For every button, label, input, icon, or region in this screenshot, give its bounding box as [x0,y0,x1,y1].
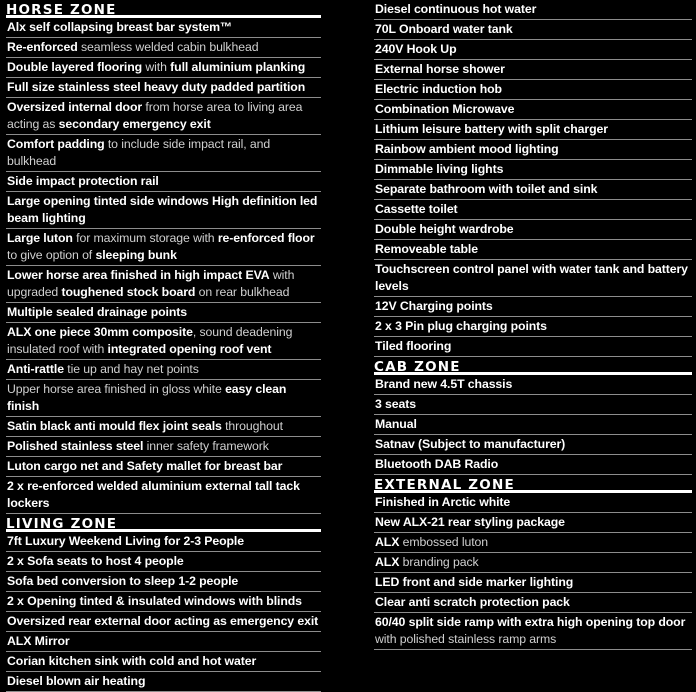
horse-zone-item [6,457,321,477]
feature-text: tie up and hay net points [63,362,199,376]
feature-text: Tiled flooring [375,339,452,353]
feature-text: Full size stainless steel heavy duty padded partition [7,80,306,94]
feature-text: 2 x 3 Pin plug charging points [375,319,547,333]
feature-text: , sound deadening insulated roof with [7,325,293,356]
feature-text: 7ft Luxury Weekend Living for 2-3 People [7,534,244,548]
horse-zone-item [6,380,321,417]
living-zone-item [374,0,692,20]
living-zone-item [374,180,692,200]
living-zone-item [374,60,692,80]
external-zone-item [374,533,692,553]
horse-zone-item [6,323,321,360]
feature-text: Cassette toilet [375,202,458,216]
external-zone-item [374,553,692,573]
feature-text: ALX [375,535,400,549]
horse-zone-item [6,135,321,172]
feature-text: 2 x Opening tinted & insulated windows with blinds [7,594,302,608]
feature-text: Diesel continuous hot water [375,2,537,16]
feature-text: Brand new 4.5T chassis [375,377,513,391]
feature-text: Satnav (Subject to manufacturer) [375,437,566,451]
feature-text: 240V Hook Up [375,42,457,56]
feature-text: Anti-rattle [7,362,64,376]
living-zone-item [374,240,692,260]
feature-text: integrated opening roof vent [107,342,272,356]
feature-text: New ALX-21 rear styling package [375,515,565,529]
living-zone-item [374,120,692,140]
horse-zone-item [6,192,321,229]
living-zone-item [374,260,692,297]
feature-text: 60/40 split side ramp with extra high opening top door [375,615,686,629]
living-zone-item [374,20,692,40]
right-column [374,0,692,650]
horse-zone-item [6,229,321,266]
feature-text: Touchscreen control panel with water tank and battery levels [375,262,688,293]
feature-text: embossed luton [399,535,489,549]
feature-text: on rear bulkhead [195,285,290,299]
cab-zone-item [374,415,692,435]
living-zone-item [374,297,692,317]
feature-text: to give option of [7,248,96,262]
living-zone-item [374,317,692,337]
horse-zone-item [6,38,321,58]
feature-text: easy clean finish [7,382,287,413]
living-zone-item [374,200,692,220]
external-zone-heading: EXTERNAL ZONE [374,475,692,493]
feature-text: Separate bathroom with toilet and sink [375,182,598,196]
cab-zone-item [374,395,692,415]
feature-text: External horse shower [375,62,505,76]
living-zone-item [374,140,692,160]
feature-text: with upgraded [7,268,295,299]
horse-zone-item [6,172,321,192]
feature-text: 2 x Sofa seats to host 4 people [7,554,184,568]
living-zone-item [374,80,692,100]
feature-text: Dimmable living lights [375,162,504,176]
cab-zone-item [374,435,692,455]
feature-text: Polished stainless steel [7,439,144,453]
horse-zone-item [6,417,321,437]
feature-text: inner safety framework [143,439,269,453]
feature-text: with polished stainless ramp arms [375,632,557,646]
feature-text: Upper horse area finished in gloss white [7,382,226,396]
feature-text: Oversized rear external door acting as emergency exit [7,614,319,628]
cab-zone-item [374,375,692,395]
living-zone-item [6,652,321,672]
feature-text: LED front and side marker lighting [375,575,574,589]
feature-text: Removeable table [375,242,478,256]
feature-text: ALX Mirror [7,634,70,648]
feature-text: Large opening tinted side windows High definition led beam lighting [7,194,318,225]
living-zone-item [6,552,321,572]
feature-text: re-enforced floor [217,231,315,245]
feature-text: Double height wardrobe [375,222,514,236]
feature-text: Lithium leisure battery with split charger [375,122,608,136]
feature-text: Luton cargo net and Safety mallet for breast bar [7,459,283,473]
feature-text: Rainbow ambient mood lighting [375,142,559,156]
horse-zone-item [6,78,321,98]
horse-zone-item [6,477,321,514]
feature-text: 70L Onboard water tank [375,22,513,36]
living-zone-item [374,160,692,180]
horse-zone-heading: HORSE ZONE [6,0,321,18]
feature-text: seamless welded cabin bulkhead [77,40,259,54]
feature-text: secondary emergency exit [58,117,211,131]
living-zone-item [374,100,692,120]
feature-text: Bluetooth DAB Radio [375,457,499,471]
feature-text: to include side impact rail, and bulkhead [7,137,271,168]
left-column [6,0,321,692]
external-zone-item [374,593,692,613]
feature-text: Satin black anti mould flex joint seals [7,419,222,433]
feature-text: Diesel blown air heating [7,674,146,688]
feature-text: ALX one piece 30mm composite [7,325,193,339]
feature-text: sleeping bunk [95,248,177,262]
external-zone-item [374,493,692,513]
feature-text: toughened stock board [61,285,196,299]
horse-zone-item [6,437,321,457]
feature-text: Lower horse area finished in high impact EVA [7,268,270,282]
horse-zone-item [6,58,321,78]
living-zone-heading: LIVING ZONE [6,514,321,532]
living-zone-item [374,220,692,240]
external-zone-item [374,573,692,593]
feature-text: Oversized internal door [7,100,143,114]
feature-text: ALX [375,555,400,569]
feature-text: full aluminium planking [170,60,306,74]
horse-zone-item [6,266,321,303]
feature-text: throughout [221,419,283,433]
living-zone-item [6,632,321,652]
living-zone-item [6,572,321,592]
feature-text: Sofa bed conversion to sleep 1-2 people [7,574,239,588]
living-zone-item [6,672,321,692]
horse-zone-item [6,303,321,323]
feature-text: Large luton [7,231,73,245]
horse-zone-item [6,18,321,38]
cab-zone-heading: CAB ZONE [374,357,692,375]
feature-text: from horse area to living area acting as [7,100,303,131]
feature-text: Clear anti scratch protection pack [375,595,570,609]
feature-text: Alx self collapsing breast bar system™ [7,20,233,34]
horse-zone-item [6,98,321,135]
feature-text: Finished in Arctic white [375,495,511,509]
feature-text: 2 x re-enforced welded aluminium external tall tack lockers [7,479,300,510]
living-zone-item [6,532,321,552]
feature-text: Manual [375,417,417,431]
external-zone-item [374,513,692,533]
feature-text: branding pack [399,555,479,569]
feature-text: Multiple sealed drainage points [7,305,188,319]
external-zone-item [374,613,692,650]
feature-text: with [142,60,171,74]
feature-text: Comfort padding [7,137,105,151]
feature-text: 3 seats [375,397,417,411]
feature-text: Re-enforced [7,40,78,54]
cab-zone-item [374,455,692,475]
feature-text: Side impact protection rail [7,174,159,188]
feature-text: for maximum storage with [72,231,218,245]
feature-text: 12V Charging points [375,299,493,313]
feature-text: Electric induction hob [375,82,502,96]
living-zone-item [374,337,692,357]
living-zone-item [6,592,321,612]
feature-text: Corian kitchen sink with cold and hot water [7,654,257,668]
living-zone-item [374,40,692,60]
horse-zone-item [6,360,321,380]
living-zone-item [6,612,321,632]
feature-text: Combination Microwave [375,102,515,116]
feature-text: Double layered flooring [7,60,143,74]
